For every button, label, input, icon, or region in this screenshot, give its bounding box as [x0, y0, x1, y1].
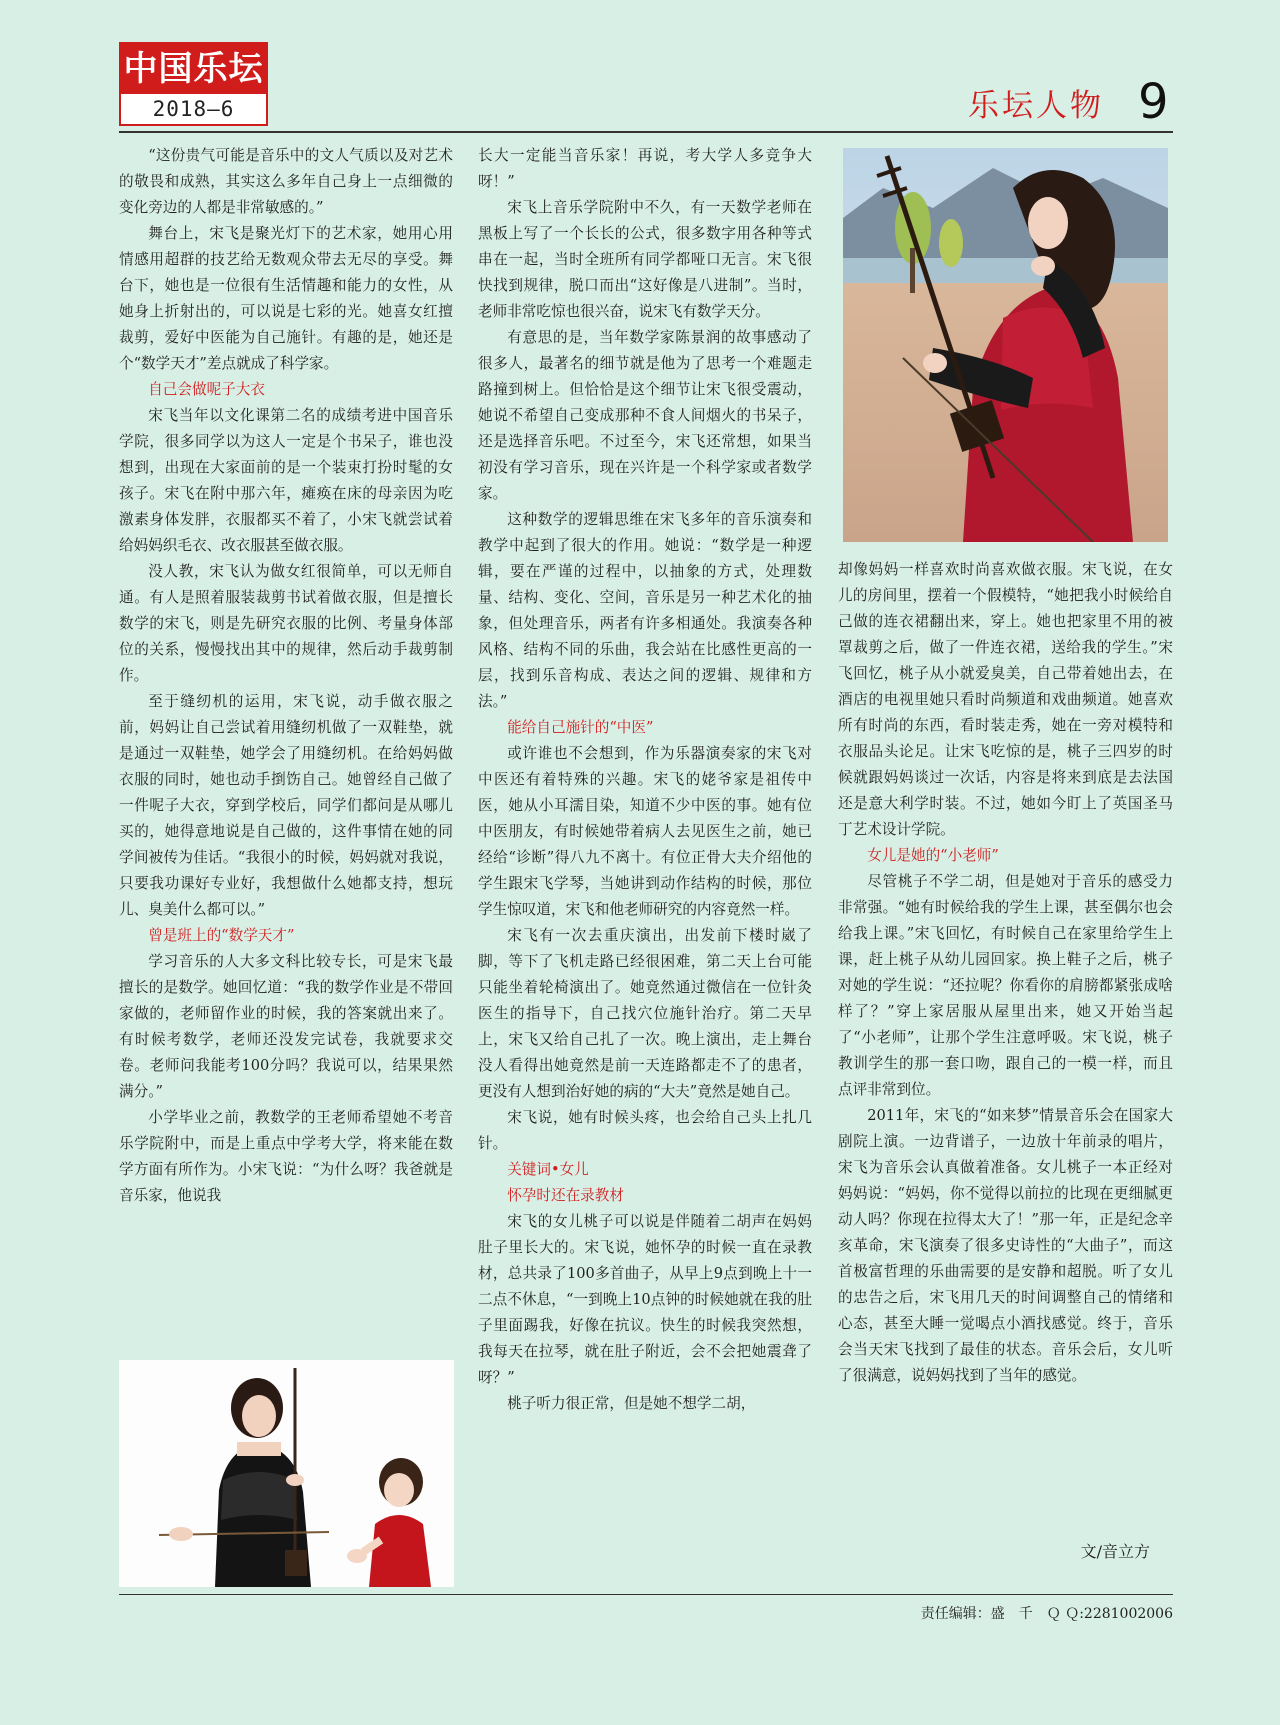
subheading: 自己会做呢子大衣: [148, 381, 265, 398]
footer-rule: [119, 1594, 1173, 1595]
subheading: 能给自己施针的“中医”: [507, 719, 654, 736]
logo-title: 中国乐坛: [121, 44, 266, 94]
paragraph: 长大一定能当音乐家！再说，考大学人多竞争大呀！”: [478, 147, 812, 190]
paragraph: 却像妈妈一样喜欢时尚喜欢做衣服。宋飞说，在女儿的房间里，摆着一个假模特，“她把我小时候给自己做的连衣裙翻出来，穿上。她也把家里不用的被罩裁剪之后，做了一件连衣裙，送给我的学生。”宋飞回忆，桃子从小就爱臭美，自己带着她出去，在酒店的电视里她只看时尚频道和戏曲频道。她喜欢所有时尚的东西，看时装走秀，她在一旁对模特和衣服品头论足。让宋飞吃惊的是，桃子三四岁的时候就跟妈妈谈过一次话，内容是将来到底是去法国还是意大利学时装。不过，她如今盯上了英国圣马丁艺术设计学院。: [838, 561, 1173, 838]
paragraph: “这份贵气可能是音乐中的文人气质以及对艺术的敬畏和成熟，其实这么多年自己身上一点细微的变化旁边的人都是非常敏感的。”: [119, 147, 453, 216]
paragraph: 这种数学的逻辑思维在宋飞多年的音乐演奏和教学中起到了很大的作用。她说：“数学是一种逻辑，要在严谨的过程中，以抽象的方式，处理数量、结构、变化、空间，音乐是另一种艺术化的抽象，但处理音乐，两者有许多相通处。我演奏各种风格、结构不同的乐曲，我会站在比感性更高的一层，找到乐音构成、表达之间的逻辑、规律和方法。”: [478, 511, 812, 710]
article-column-1: [119, 143, 453, 1337]
paragraph: 有意思的是，当年数学家陈景润的故事感动了很多人，最著名的细节就是他为了思考一个难题走路撞到树上。但恰恰是这个细节让宋飞很受震动，她说不希望自己变成那种不食人间烟火的书呆子，还是选择音乐吧。不过至今，宋飞还常想，如果当初没有学习音乐，现在兴许是一个科学家或者数学家。: [478, 329, 812, 502]
subheading: 怀孕时还在录教材: [507, 1187, 624, 1204]
photo-performer-in-red: [843, 148, 1168, 542]
paragraph: 2011年，宋飞的“如来梦”情景音乐会在国家大剧院上演。一边背谱子，一边放十年前录的唱片，宋飞为音乐会认真做着准备。女儿桃子一本正经对妈妈说：“妈妈，你不觉得以前拉的比现在更细腻更动人吗？你现在拉得太大了！”那一年，正是纪念辛亥革命，宋飞演奏了很多史诗性的“大曲子”，而这首极富哲理的乐曲需要的是安静和超脱。听了女儿的忠告之后，宋飞用几天的时间调整自己的情绪和心态，甚至大睡一觉喝点小酒找感觉。终于，音乐会当天宋飞找到了最佳的状态。音乐会后，女儿听了很满意，说妈妈找到了当年的感觉。: [838, 1107, 1173, 1384]
photo-performer-with-daughter: [119, 1360, 454, 1587]
paragraph: 宋飞说，她有时候头疼，也会给自己头上扎几针。: [478, 1109, 812, 1152]
paragraph: 或许谁也不会想到，作为乐器演奏家的宋飞对中医还有着特殊的兴趣。宋飞的姥爷家是祖传中医，她从小耳濡目染，知道不少中医的事。她有位中医朋友，有时候她带着病人去见医生之前，她已经给“诊断”得八九不离十。有位正骨大夫介绍他的学生跟宋飞学琴，当她讲到动作结构的时候，那位学生惊叹道，宋飞和他老师研究的内容竟然一样。: [478, 745, 812, 918]
paragraph: 宋飞上音乐学院附中不久，有一天数学老师在黑板上写了一个长长的公式，很多数字用各种等式串在一起，当时全班所有同学都哑口无言。宋飞很快找到规律，脱口而出“这好像是八进制”。当时，老师非常吃惊也很兴奋，说宋飞有数学天分。: [478, 199, 812, 320]
page-number: 9: [1138, 74, 1169, 130]
paragraph: 宋飞当年以文化课第二名的成绩考进中国音乐学院，很多同学以为这人一定是个书呆子，谁也没想到，出现在大家面前的是一个装束打扮时髦的女孩子。宋飞在附中那六年，瘫痪在床的母亲因为吃激素身体发胖，衣服都买不着了，小宋飞就尝试着给妈妈织毛衣、改衣服甚至做衣服。: [119, 407, 453, 554]
article-column-2: [478, 143, 812, 1577]
photo-illustration: [119, 1360, 454, 1587]
paragraph: 宋飞的女儿桃子可以说是伴随着二胡声在妈妈肚子里长大的。宋飞说，她怀孕的时候一直在录教材，总共录了100多首曲子，从早上9点到晚上十一二点不休息，“一到晚上10点钟的时候她就在我的肚子里面踢我，好像在抗议。快生的时候我突然想，我每天在拉琴，就在肚子附近，会不会把她震聋了呀？”: [478, 1213, 812, 1386]
subheading: 曾是班上的“数学天才”: [148, 927, 295, 944]
paragraph: 至于缝纫机的运用，宋飞说，动手做衣服之前，妈妈让自己尝试着用缝纫机做了一双鞋垫，就是通过一双鞋垫，她学会了用缝纫机。在给妈妈做衣服的同时，她也动手捯饬自己。她曾经自己做了一件呢子大衣，穿到学校后，同学们都问是从哪儿买的，她得意地说是自己做的，这件事情在她的同学间被传为佳话。“我很小的时候，妈妈就对我说，只要我功课好专业好，我想做什么她都支持，想玩儿、臭美什么都可以。”: [119, 693, 453, 918]
paragraph: 小学毕业之前，教数学的王老师希望她不考音乐学院附中，而是上重点中学考大学，将来能在数学方面有所作为。小宋飞说：“为什么呀？我爸就是音乐家，他说我: [119, 1109, 453, 1204]
issue-number: 2018—6: [152, 97, 235, 121]
author-byline: 文/音立方: [1080, 1542, 1150, 1561]
section-title: 乐坛人物: [968, 88, 1104, 124]
paragraph: 没人教，宋飞认为做女红很简单，可以无师自通。有人是照着服装裁剪书试着做衣服，但是擅长数学的宋飞，则是先研究衣服的比例、考量身体部位的关系，慢慢找出其中的规律，然后动手裁剪制作。: [119, 563, 453, 684]
subheading: 关键词•女儿: [507, 1161, 589, 1178]
photo-illustration: [843, 148, 1168, 542]
paragraph: 学习音乐的人大多文科比较专长，可是宋飞最擅长的是数学。她回忆道：“我的数学作业是不带回家做的，老师留作业的时候，我的答案就出来了。有时候考数学，老师还没发完试卷，我就要求交卷。老师问我能考100分吗？我说可以，结果果然满分。”: [119, 953, 453, 1100]
paragraph: 舞台上，宋飞是聚光灯下的艺术家，她用心用情感用超群的技艺给无数观众带去无尽的享受。舞台下，她也是一位很有生活情趣和能力的女性，从她身上折射出的，可以说是七彩的光。她喜女红擅裁剪，爱好中医能为自己施针。有趣的是，她还是个“数学天才”差点就成了科学家。: [119, 225, 453, 372]
paragraph: 尽管桃子不学二胡，但是她对于音乐的感受力非常强。“她有时候给我的学生上课，甚至偶尔也会给我上课。”宋飞回忆，有时候自己在家里给学生上课，赶上桃子从幼儿园回家。换上鞋子之后，桃子对她的学生说：“还拉呢？你看你的肩膀都紧张成啥样了？”穿上家居服从屋里出来，她又开始当起了“小老师”，让那个学生注意呼吸。宋飞说，桃子教训学生的那一套口吻，跟自己的一模一样，而且点评非常到位。: [838, 873, 1173, 1098]
subheading: 女儿是她的“小老师”: [867, 847, 999, 864]
paragraph: 桃子听力很正常，但是她不想学二胡，: [507, 1395, 756, 1412]
editor-credit: 责任编辑：盛 千 Ｑ Ｑ:2281002006: [920, 1606, 1173, 1622]
magazine-logo: [119, 42, 268, 126]
header-rule: [119, 131, 1173, 133]
article-column-3: [838, 557, 1173, 1517]
paragraph: 宋飞有一次去重庆演出，出发前下楼时崴了脚，等下了飞机走路已经很困难，第二天上台可能只能坐着轮椅演出了。她竟然通过微信在一位针灸医生的指导下，自己找穴位施针治疗。第二天早上，宋飞又给自己扎了一次。晚上演出，走上舞台没人看得出她竟然是前一天连路都走不了的患者，更没有人想到治好她的病的“大夫”竟然是她自己。: [478, 927, 812, 1100]
